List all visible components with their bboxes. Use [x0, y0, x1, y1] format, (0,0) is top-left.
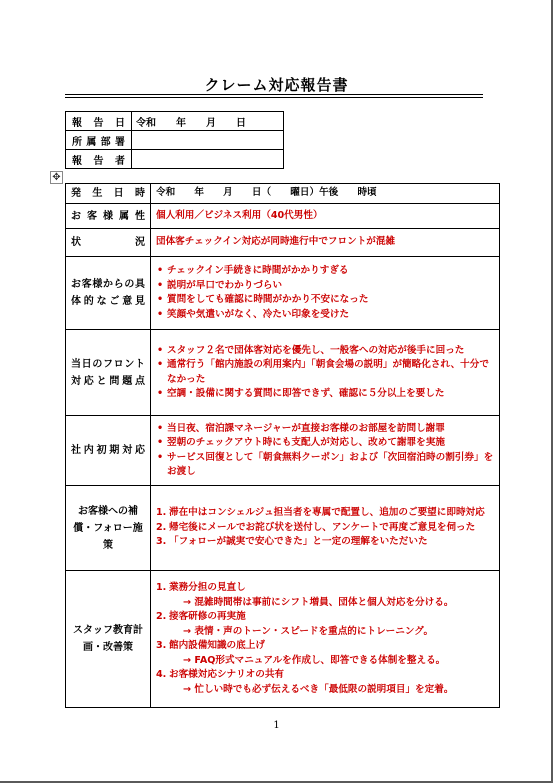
- list-item: • 笑顔や気遣いがなく、冷たい印象を受けた: [156, 308, 495, 323]
- problems-label: 当日のフロント対応と問題点: [66, 330, 151, 416]
- main-table: [65, 183, 500, 708]
- table-row: [66, 416, 500, 486]
- report-date-value[interactable]: 令和 年 月 日: [132, 112, 284, 131]
- list-item: 4. お客様対応シナリオの共有 → 忙しい時でも必ず伝えるべき「最低限の説明項目」を定着。: [156, 669, 454, 695]
- table-row: [66, 486, 500, 571]
- initial-response-label: 社内初期対応: [66, 416, 151, 486]
- situation-label: 状 況: [66, 229, 151, 257]
- opinions-value[interactable]: [151, 257, 500, 330]
- occurrence-label: 発生日時: [66, 184, 151, 204]
- title-rule-thick: [65, 94, 483, 95]
- table-row: [66, 150, 284, 169]
- followup-label: お客様への補償・フォロー施策: [66, 486, 151, 571]
- table-row: [66, 571, 500, 708]
- list-item: • 質問をしても確認に時間がかかり不安になった: [156, 293, 495, 308]
- table-row: [66, 330, 500, 416]
- table-row: [66, 131, 284, 150]
- table-row: [66, 184, 500, 204]
- attribute-label: お客様属性: [66, 204, 151, 229]
- table-row: [66, 204, 500, 229]
- move-handle-icon[interactable]: ✥: [50, 171, 63, 184]
- list-item: • 通常行う「館内施設の利用案内」「朝食会場の説明」が簡略化され、十分でなかった: [156, 358, 495, 387]
- list-item: 1. 業務分担の見直し → 混雑時間帯は事前にシフト増員、団体と個人対応を分ける。: [156, 582, 454, 608]
- list-item: 3. 館内設備知識の底上げ → FAQ形式マニュアルを作成し、即答できる体制を整える。: [156, 640, 446, 666]
- list-item: 2. 帰宅後にメールでお詫び状を送付し、アンケートで再度ご意見を伺った: [156, 521, 476, 533]
- initial-response-list: [156, 422, 495, 480]
- opinions-list: [156, 264, 495, 322]
- list-item: 2. 接客研修の再実施 → 表情・声のトーン・スピードを重点的にトレーニング。: [156, 611, 434, 637]
- reporter-value[interactable]: [132, 150, 284, 169]
- initial-response-value[interactable]: [151, 416, 500, 486]
- problems-list: [156, 344, 495, 402]
- title-rule-thin: [65, 97, 483, 98]
- list-item: 3. 「フォローが誠実で安心できた」と一定の理解をいただいた: [156, 536, 428, 548]
- followup-list: [156, 506, 495, 550]
- report-date-label: 報告日: [66, 112, 132, 131]
- improvement-value[interactable]: [151, 571, 500, 708]
- list-item: • チェックイン手続きに時間がかかりすぎる: [156, 264, 495, 279]
- list-item: • サービス回復として「朝食無料クーポン」および「次回宿泊時の割引券」をお渡し: [156, 451, 495, 480]
- attribute-value[interactable]: 個人利用／ビジネス利用（40代男性）: [151, 204, 500, 229]
- list-item: • 当日夜、宿泊課マネージャーが直接お客様のお部屋を訪問し謝罪: [156, 422, 495, 437]
- table-row: [66, 229, 500, 257]
- document-title: クレーム対応報告書: [204, 76, 349, 94]
- list-item: 1. 滞在中はコンシェルジュ担当者を専属で配置し、追加のご要望に即時対応: [156, 507, 485, 519]
- list-item: • 翌朝のチェックアウト時にも支配人が対応し、改めて謝罪を実施: [156, 436, 495, 451]
- department-value[interactable]: [132, 131, 284, 150]
- improvement-label: スタッフ教育計画・改善策: [66, 571, 151, 708]
- reporter-label: 報告者: [66, 150, 132, 169]
- opinions-label: お客様からの具体的なご意見: [66, 257, 151, 330]
- improvement-list: [156, 581, 495, 697]
- table-row: [66, 112, 284, 131]
- list-item: • 説明が早口でわかりづらい: [156, 279, 495, 294]
- table-row: [66, 257, 500, 330]
- problems-value[interactable]: [151, 330, 500, 416]
- page-number: 1: [273, 720, 280, 731]
- situation-value[interactable]: 団体客チェックイン対応が同時進行中でフロントが混雑: [151, 229, 500, 257]
- followup-value[interactable]: [151, 486, 500, 571]
- department-label: 所属部署: [66, 131, 132, 150]
- occurrence-value[interactable]: 令和 年 月 日（ 曜日）午後 時頃: [151, 184, 500, 204]
- list-item: • スタッフ２名で団体客対応を優先し、一般客への対応が後手に回った: [156, 344, 495, 359]
- list-item: • 空調・設備に関する質問に即答できず、確認に５分以上を要した: [156, 387, 495, 402]
- header-table: [65, 111, 284, 169]
